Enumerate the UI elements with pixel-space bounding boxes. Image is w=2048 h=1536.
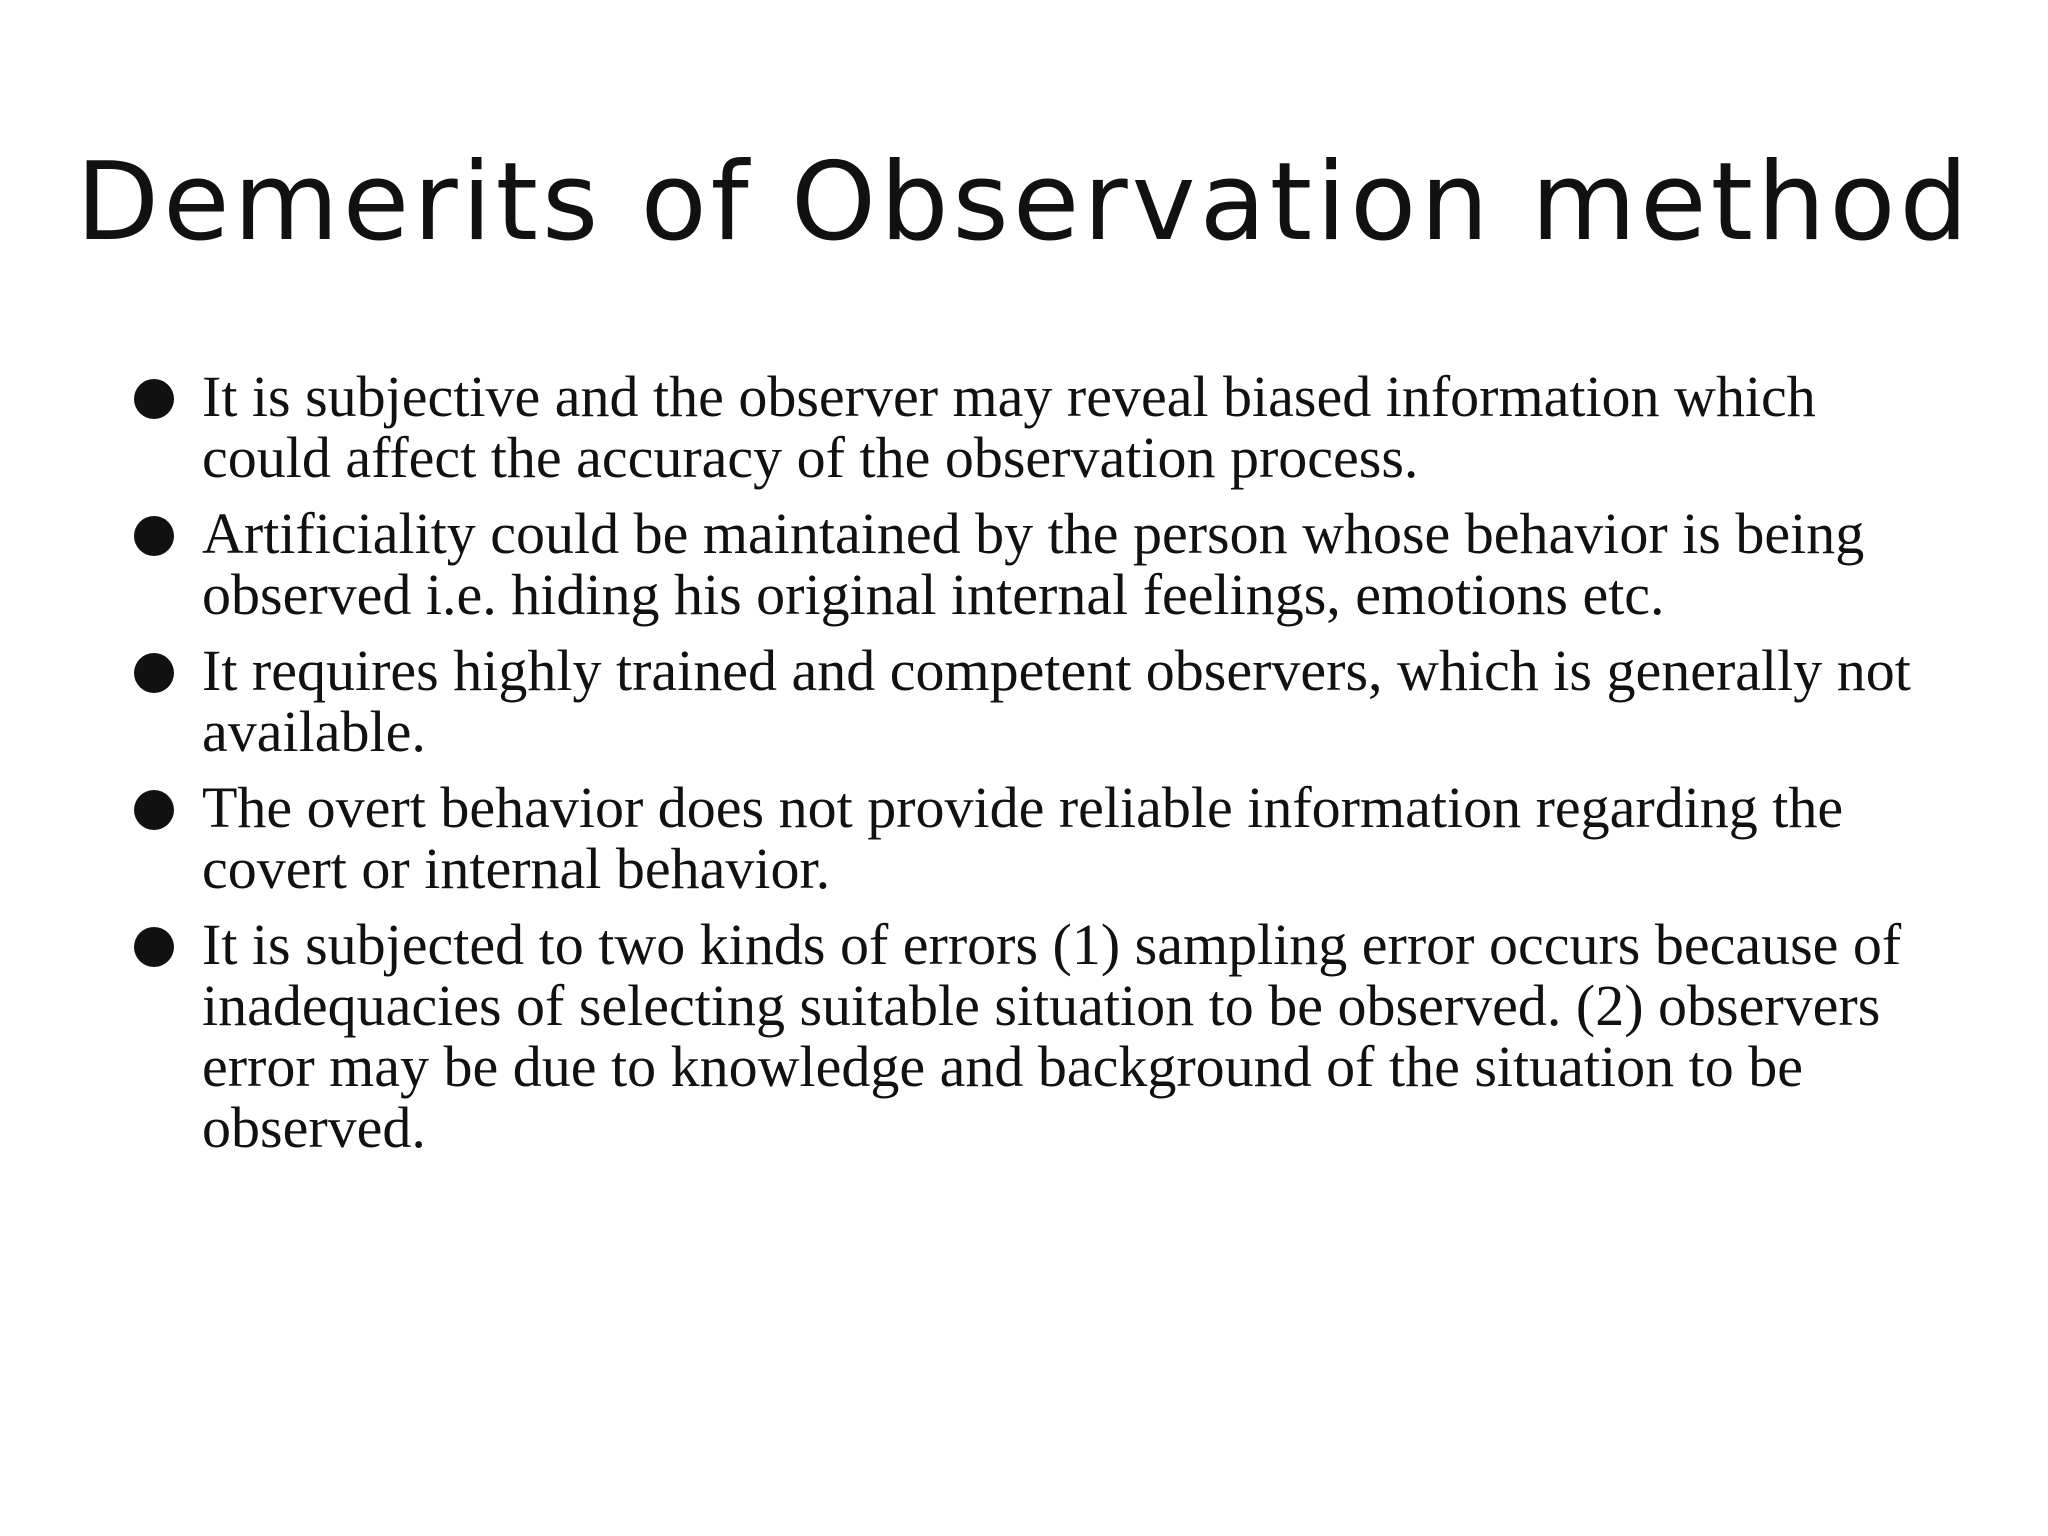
- bullet-text: Artificiality could be maintained by the person whose behavior is being observed i.e. hiding his original internal feelings, emotions etc.: [202, 501, 1865, 627]
- bullet-item: [134, 777, 1934, 899]
- bullet-text: It is subjective and the observer may reveal biased information which could affect the accuracy of the observation process.: [202, 364, 1816, 490]
- bullet-item: [134, 503, 1934, 625]
- bullet-dot-icon: [134, 653, 174, 693]
- slide-title: Demerits of Observation method: [75, 140, 1973, 265]
- bullet-text: The overt behavior does not provide reliable information regarding the covert or internal behavior.: [202, 775, 1844, 901]
- bullet-text: It requires highly trained and competent observers, which is generally not available.: [202, 638, 1911, 764]
- bullet-dot-icon: [134, 927, 174, 967]
- bullet-text: It is subjected to two kinds of errors (1) sampling error occurs because of inadequacies of selecting suitable situation to be observed. (2) observers error may be due to knowledge and background of the situation to be observed.: [202, 912, 1902, 1160]
- bullet-dot-icon: [134, 790, 174, 830]
- bullet-item: [134, 914, 1934, 1158]
- bullet-dot-icon: [134, 516, 174, 556]
- bullet-dot-icon: [134, 379, 174, 419]
- bullet-item: [134, 366, 1934, 488]
- bullet-list: [134, 366, 1934, 1173]
- bullet-item: [134, 640, 1934, 762]
